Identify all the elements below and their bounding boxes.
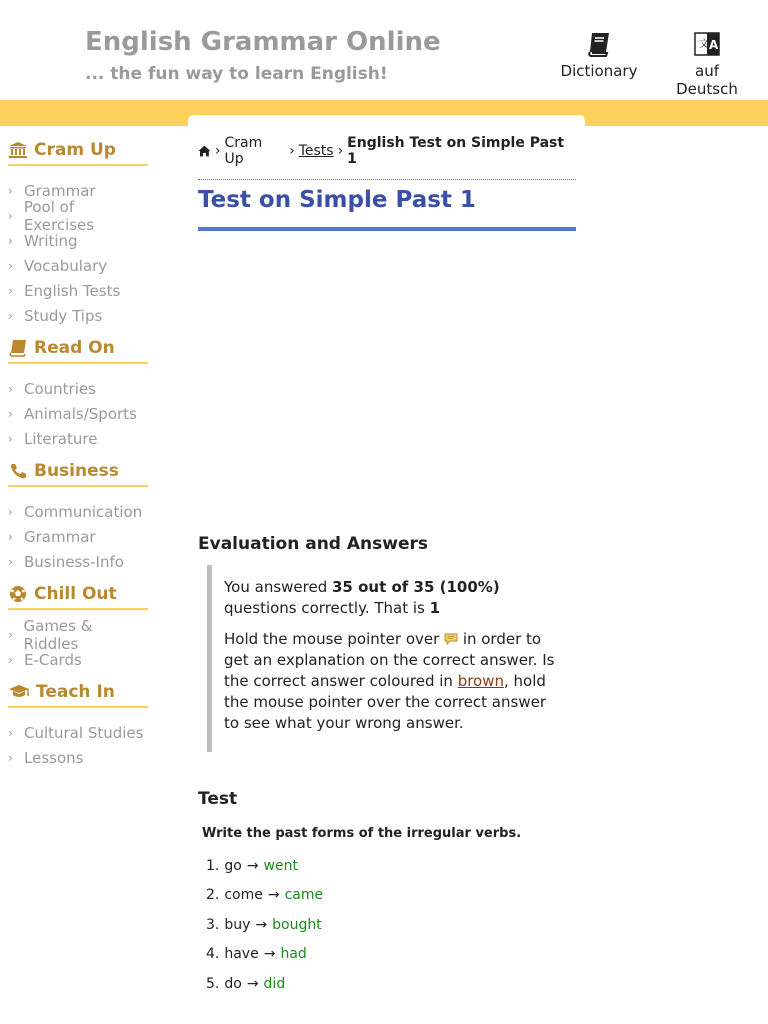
chevron-right-icon: › [8, 381, 13, 396]
sidebar-section-title[interactable] [8, 138, 148, 166]
chevron-right-icon: › [8, 504, 13, 519]
answer[interactable]: bought [272, 916, 322, 933]
chevron-right-icon: › [8, 750, 13, 765]
breadcrumb-tests-link[interactable]: Tests [298, 143, 334, 159]
sidebar-item-english-tests[interactable] [8, 278, 148, 303]
sidebar-item-cultural-studies[interactable] [8, 720, 148, 745]
list-item: 4. have → had [206, 946, 307, 963]
chevron-right-icon: › [8, 406, 13, 421]
evaluation-hint: Hold the mouse pointer over in order to get an explanation on the correct answer. Is the correct answer coloured in brown, hold the mouse pointer over the correct answer to see what your wrong answer. [224, 630, 555, 732]
list-item: 3. buy → bought [206, 916, 322, 933]
sidebar-item-label: Vocabulary [24, 256, 108, 275]
home-icon[interactable] [198, 145, 211, 157]
sidebar-item-business-grammar[interactable] [8, 524, 148, 549]
evaluation-result: You answered 35 out of 35 (100%) questions correctly. That is 1 [224, 578, 500, 617]
sidebar-item-label: Cultural Studies [24, 723, 144, 742]
arrow-icon: → [255, 916, 268, 933]
evaluation-box [207, 565, 557, 752]
sidebar-item-games-riddles[interactable] [8, 616, 148, 653]
dictionary-label: Dictionary [560, 62, 638, 80]
sidebar-section-cram-up [8, 138, 148, 328]
graduation-cap-icon [8, 683, 30, 701]
grade-value: 1 [429, 599, 441, 617]
arrow-icon: → [246, 857, 259, 874]
chevron-right-icon: › [8, 183, 13, 198]
sidebar-section-teach-in [8, 680, 148, 770]
brown-link[interactable]: brown [457, 672, 505, 690]
list-item: 2. come → came [206, 887, 324, 904]
arrow-icon: → [267, 887, 280, 904]
breadcrumb-separator: › [214, 143, 221, 159]
sidebar-item-countries[interactable] [8, 376, 148, 401]
sidebar-item-label: Literature [24, 429, 98, 448]
test-list [206, 851, 323, 999]
page-title: Test on Simple Past 1 [198, 187, 476, 213]
sidebar-item-label: Countries [24, 379, 96, 398]
verb: come [224, 887, 263, 904]
sidebar-item-label: Writing [24, 231, 78, 250]
sidebar-item-study-tips[interactable] [8, 303, 148, 328]
sidebar-item-label: Animals/Sports [24, 404, 137, 423]
title-underline [198, 227, 576, 231]
sidebar-item-pool-of-exercises[interactable] [8, 197, 148, 234]
breadcrumb-separator: › [289, 143, 295, 159]
evaluation-heading: Evaluation and Answers [198, 534, 428, 554]
chevron-right-icon: › [8, 725, 13, 740]
sidebar-section-read-on [8, 336, 148, 451]
dictionary-book-icon [585, 30, 613, 58]
list-item: 1. go → went [206, 857, 298, 874]
sidebar-section-business [8, 459, 148, 574]
sidebar-item-label: Grammar [24, 181, 96, 200]
sidebar-item-literature[interactable] [8, 426, 148, 451]
site-title[interactable]: English Grammar Online [85, 27, 441, 57]
answer[interactable]: went [263, 857, 298, 874]
soccer-ball-icon [8, 585, 28, 603]
sidebar-item-label: Business-Info [24, 552, 124, 571]
breadcrumb-cram-up[interactable]: Cram Up [224, 135, 263, 167]
sidebar-section-title[interactable] [8, 680, 148, 708]
answer[interactable]: did [263, 975, 286, 992]
breadcrumb-separator: › [337, 143, 344, 159]
sidebar-section-title[interactable] [8, 336, 148, 364]
speech-bubble-icon [444, 633, 458, 646]
verb: buy [224, 916, 251, 933]
sidebar-item-business-info[interactable] [8, 549, 148, 574]
sidebar-section-chill-out [8, 582, 148, 672]
sidebar-item-communication[interactable] [8, 499, 148, 524]
sidebar-item-animals-sports[interactable] [8, 401, 148, 426]
sidebar-section-label: Read On [34, 338, 115, 358]
chevron-right-icon: › [8, 283, 13, 298]
svg-text:文: 文 [699, 39, 709, 50]
test-instruction: Write the past forms of the irregular verbs. [202, 826, 522, 841]
list-item: 5. do → did [206, 975, 286, 992]
arrow-icon: → [246, 975, 259, 992]
sidebar-item-label: Games & Riddles [23, 616, 93, 653]
answer[interactable]: had [280, 946, 307, 963]
dictionary-link[interactable] [560, 30, 638, 80]
chevron-right-icon: › [8, 208, 13, 223]
site-header [0, 0, 768, 100]
sidebar-item-lessons[interactable] [8, 745, 148, 770]
sidebar-section-label: Cram Up [34, 140, 116, 160]
site-tagline: ... the fun way to learn English! [85, 64, 388, 84]
chevron-right-icon: › [8, 529, 13, 544]
score-value: 35 out of 35 (100%) [332, 578, 500, 596]
breadcrumb [198, 135, 576, 180]
arrow-icon: → [263, 946, 276, 963]
german-label: auf Deutsch [676, 62, 738, 98]
chevron-right-icon: › [8, 431, 13, 446]
sidebar-item-label: Grammar [24, 527, 96, 546]
main-content [188, 115, 585, 1024]
chevron-right-icon: › [8, 308, 13, 323]
sidebar [8, 138, 148, 778]
german-version-link[interactable] [662, 30, 752, 98]
sidebar-item-label: English Tests [24, 281, 121, 300]
svg-text:A: A [709, 38, 719, 52]
test-heading: Test [198, 789, 238, 809]
chevron-right-icon: › [8, 258, 13, 273]
verb: go [224, 857, 242, 874]
chevron-right-icon: › [8, 554, 13, 569]
sidebar-section-label: Teach In [36, 682, 115, 702]
sidebar-item-label: E-Cards [24, 650, 82, 669]
sidebar-section-title[interactable] [8, 582, 148, 610]
sidebar-item-label: Study Tips [24, 306, 103, 325]
sidebar-section-title[interactable] [8, 459, 148, 487]
bank-icon [8, 141, 28, 159]
chevron-right-icon: › [8, 627, 13, 642]
verb: have [224, 946, 259, 963]
book-icon [8, 339, 28, 357]
verb: do [224, 975, 242, 992]
sidebar-item-label: Pool of Exercises [23, 197, 95, 234]
translate-icon [693, 30, 721, 58]
chevron-right-icon: › [8, 233, 13, 248]
phone-icon [8, 462, 28, 480]
chevron-right-icon: › [8, 652, 13, 667]
sidebar-item-vocabulary[interactable] [8, 253, 148, 278]
sidebar-item-label: Communication [24, 502, 143, 521]
sidebar-item-label: Lessons [24, 748, 84, 767]
answer[interactable]: came [284, 887, 324, 904]
sidebar-section-label: Business [34, 461, 119, 481]
breadcrumb-current: English Test on Simple Past 1 [347, 135, 565, 167]
sidebar-section-label: Chill Out [34, 584, 117, 604]
